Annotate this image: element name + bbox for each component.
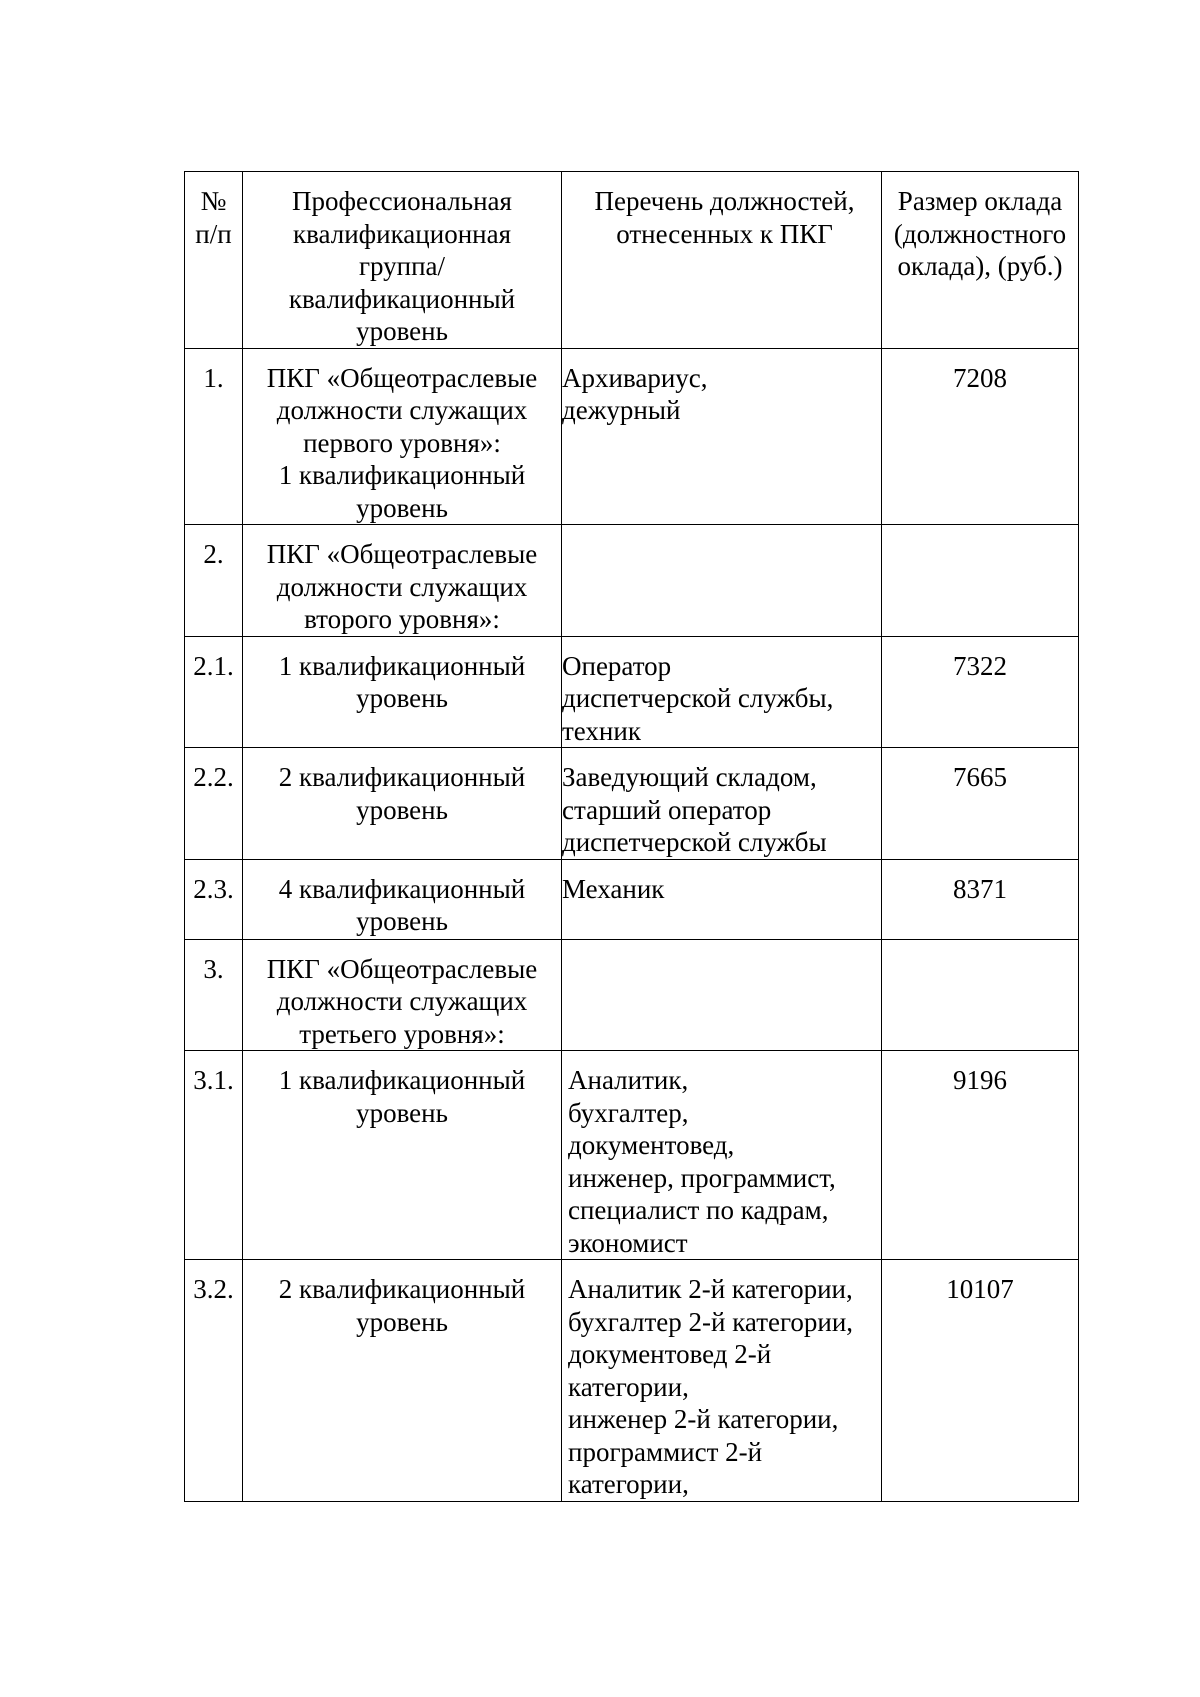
header-number-cell: № п/п [185,172,243,349]
table-row [185,939,1079,1051]
row-number-cell: 3.2. [185,1260,243,1502]
table-header-row [185,172,1079,349]
row-salary-cell: 7665 [882,748,1079,860]
row-salary-cell [882,525,1079,637]
header-group-cell: Профессиональная квалификационная группа/ квалификационный уровень [243,172,562,349]
row-number-cell: 3. [185,939,243,1051]
row-salary-cell: 7322 [882,636,1079,748]
header-salary-cell: Размер оклада (должностного оклада), (руб.) [882,172,1079,349]
row-group-cell: 2 квалификационный уровень [243,748,562,860]
row-salary-cell: 7208 [882,348,1079,525]
table-row [185,1260,1079,1502]
table-row [185,859,1079,939]
row-group-cell: 4 квалификационный уровень [243,859,562,939]
row-number-cell: 2.3. [185,859,243,939]
row-number-cell: 2. [185,525,243,637]
row-number-cell: 1. [185,348,243,525]
row-positions-cell: Механик [562,859,882,939]
row-salary-cell: 9196 [882,1051,1079,1260]
row-group-cell: ПКГ «Общеотраслевые должности служащих первого уровня»: 1 квалификационный уровень [243,348,562,525]
row-group-cell: 1 квалификационный уровень [243,636,562,748]
row-salary-cell: 10107 [882,1260,1079,1502]
row-positions-cell: Архивариус, дежурный [562,348,882,525]
row-group-cell: ПКГ «Общеотраслевые должности служащих третьего уровня»: [243,939,562,1051]
row-group-cell: ПКГ «Общеотраслевые должности служащих второго уровня»: [243,525,562,637]
salary-table [184,171,1079,1502]
row-salary-cell: 8371 [882,859,1079,939]
table-row [185,748,1079,860]
row-number-cell: 2.2. [185,748,243,860]
row-number-cell: 2.1. [185,636,243,748]
row-positions-cell: Заведующий складом, старший оператор диспетчерской службы [562,748,882,860]
table-row [185,636,1079,748]
row-group-cell: 1 квалификационный уровень [243,1051,562,1260]
row-positions-cell [562,939,882,1051]
row-positions-cell: Оператор диспетчерской службы, техник [562,636,882,748]
row-group-cell: 2 квалификационный уровень [243,1260,562,1502]
row-number-cell: 3.1. [185,1051,243,1260]
row-positions-cell [562,525,882,637]
table-row [185,1051,1079,1260]
row-salary-cell [882,939,1079,1051]
header-positions-cell: Перечень должностей, отнесенных к ПКГ [562,172,882,349]
row-positions-cell: Аналитик, бухгалтер, документовед, инженер, программист, специалист по кадрам, экономист [562,1051,882,1260]
table-row [185,525,1079,637]
table-row [185,348,1079,525]
row-positions-cell: Аналитик 2-й категории, бухгалтер 2-й категории, документовед 2-й категории, инженер 2-й категории, программист 2-й категории, [562,1260,882,1502]
